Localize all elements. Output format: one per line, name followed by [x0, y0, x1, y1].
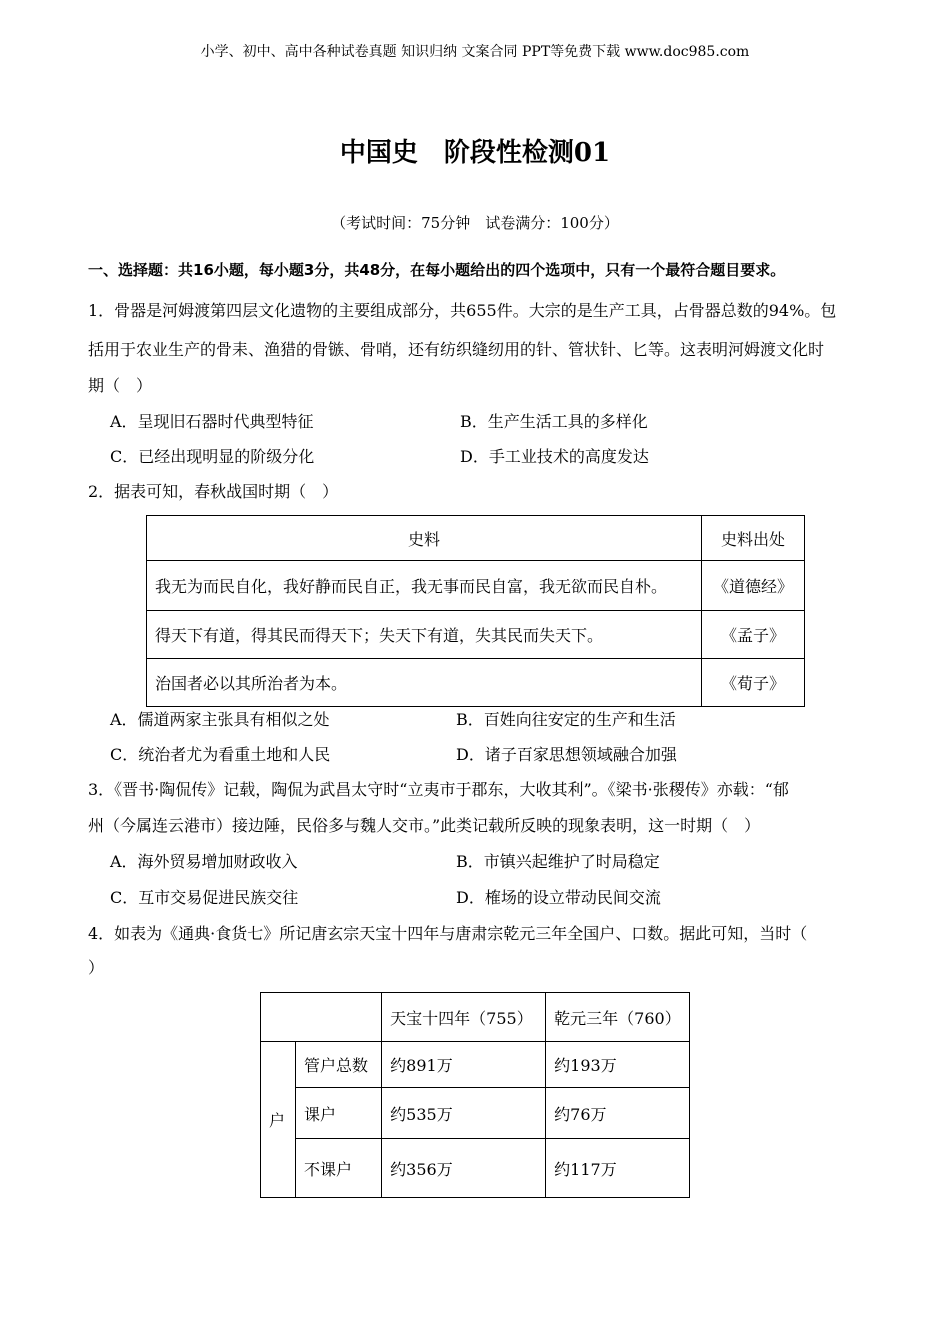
table-header: 史料: [147, 516, 702, 561]
table-cell: 我无为而民自化，我好静而民自正，我无事而民自富，我无欲而民自朴。: [147, 561, 702, 611]
table-cell: 管户总数: [296, 1042, 382, 1088]
exam-info: （考试时间：75分钟 试卷满分：100分）: [331, 214, 619, 232]
table-cell: 约535万: [382, 1088, 546, 1139]
q2-option-a: A．儒道两家主张具有相似之处: [110, 710, 330, 729]
q3-option-a: A．海外贸易增加财政收入: [110, 852, 298, 871]
q3-option-d: D．榷场的设立带动民间交流: [456, 888, 661, 907]
q2-line: 2．据表可知，春秋战国时期（ ）: [88, 482, 339, 501]
table-cell: 不课户: [296, 1139, 382, 1198]
table-cell: 《道德经》: [702, 561, 805, 611]
q4-line: ）: [88, 958, 105, 977]
q2-option-c: C．统治者尤为看重土地和人民: [110, 745, 331, 764]
table-header: 史料出处: [702, 516, 805, 561]
q2-option-b: B．百姓向往安定的生产和生活: [456, 710, 676, 729]
q2-option-d: D．诸子百家思想领域融合加强: [456, 745, 677, 764]
table-corner: [261, 993, 382, 1042]
table-cell: 约117万: [546, 1139, 690, 1198]
q1-line: 期（ ）: [88, 376, 153, 395]
q1-option-b: B．生产生活工具的多样化: [460, 412, 648, 431]
table-cell: 《孟子》: [702, 611, 805, 659]
table-cell: 约356万: [382, 1139, 546, 1198]
table-cell: 约76万: [546, 1088, 690, 1139]
table-cell: 约891万: [382, 1042, 546, 1088]
q1-option-d: D．手工业技术的高度发达: [460, 447, 649, 466]
section-heading: 一、选择题：共16小题，每小题3分，共48分，在每小题给出的四个选项中，只有一个最符合题目要求。: [88, 261, 786, 279]
q1-option-a: A．呈现旧石器时代典型特征: [110, 412, 314, 431]
table-cell: 约193万: [546, 1042, 690, 1088]
page-title: 中国史 阶段性检测01: [339, 138, 611, 168]
table-group-label: 户: [261, 1042, 296, 1198]
table-cell: 课户: [296, 1088, 382, 1139]
table-cell: 得天下有道，得其民而得天下；失天下有道，失其民而失天下。: [147, 611, 702, 659]
q4-line: 4．如表为《通典·食货七》所记唐玄宗天宝十四年与唐肃宗乾元三年全国户、口数。据此可知，当时（: [88, 924, 808, 943]
q3-line: 3．《晋书·陶侃传》记载，陶侃为武昌太守时“立夷市于郡东，大收其利”。《梁书·张稷传》亦载：“郁: [88, 780, 789, 799]
table-cell: 治国者必以其所治者为本。: [147, 659, 702, 707]
q3-option-b: B．市镇兴起维护了时局稳定: [456, 852, 660, 871]
table-header: 乾元三年（760）: [546, 993, 690, 1042]
q1-option-c: C．已经出现明显的阶级分化: [110, 447, 315, 466]
q4-table: [260, 992, 690, 1198]
q1-line: 1．骨器是河姆渡第四层文化遗物的主要组成部分，共655件。大宗的是生产工具，占骨器总数的94%。包: [88, 301, 837, 320]
q3-option-c: C．互市交易促进民族交往: [110, 888, 299, 907]
table-header: 天宝十四年（755）: [382, 993, 546, 1042]
table-cell: 《荀子》: [702, 659, 805, 707]
q2-table: [146, 515, 805, 707]
q3-line: 州（今属连云港市）接边陲，民俗多与魏人交市。”此类记载所反映的现象表明，这一时期（ ）: [88, 816, 761, 835]
q1-line: 括用于农业生产的骨耒、渔猎的骨镞、骨哨，还有纺织缝纫用的针、管状针、匕等。这表明河姆渡文化时: [88, 340, 825, 359]
page-header: 小学、初中、高中各种试卷真题 知识归纳 文案合同 PPT等免费下载 www.doc985.com: [200, 44, 750, 60]
